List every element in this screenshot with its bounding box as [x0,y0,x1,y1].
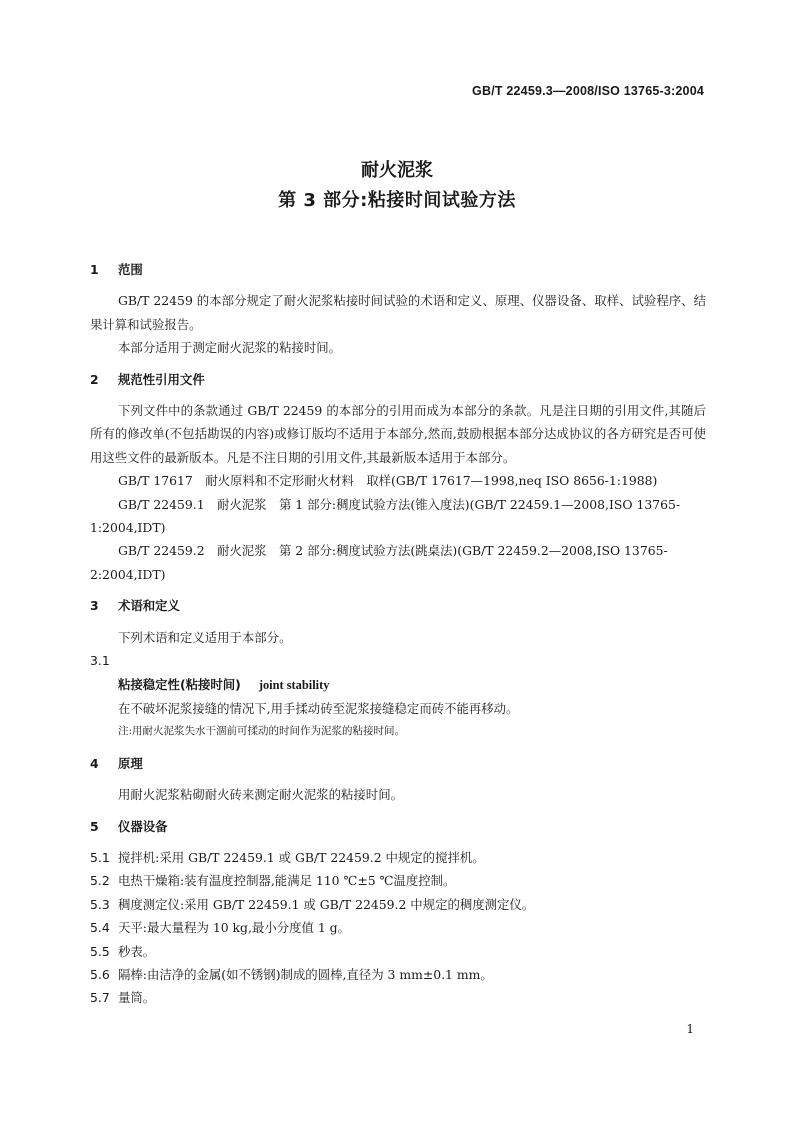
section-number: 4 [90,755,99,771]
list-item [90,963,706,986]
item-text: 秒表。 [118,943,156,959]
document-body [90,258,706,1010]
item-text: 隔棒:由洁净的金属(如不锈钢)制成的圆棒,直径为 3 mm±0.1 mm。 [118,966,493,982]
section-heading [90,815,706,838]
section-heading [90,368,706,391]
list-item [90,916,706,939]
section-heading [90,594,706,617]
item-number: 5.4 [90,920,110,936]
section-number: 1 [90,262,99,277]
reference-entry: GB/T 17617 耐火原料和不定形耐火材料 取样(GB/T 17617—1998,neq ISO 8656-1:1988) [118,473,658,489]
section-title: 仪器设备 [118,818,168,834]
reference-entry: GB/T 22459.1 耐火泥浆 第 1 部分:稠度试验方法(锥入度法)(GB/T 22459.1—2008,ISO 13765-1:2004,IDT) [90,496,681,536]
item-text: 电热干燥箱:装有温度控制器,能满足 110 ℃±5 ℃温度控制。 [118,873,456,889]
item-text: 量筒。 [118,990,156,1006]
term-note: 注:用耐火泥浆失水干涸前可揉动的时间作为泥浆的粘接时间。 [118,725,406,738]
section-title: 原理 [118,755,143,771]
section-title: 规范性引用文件 [118,371,205,387]
term-entry [90,673,706,697]
section-heading [90,752,706,775]
page-number: 1 [686,1022,694,1036]
paragraph: 用耐火泥浆粘砌耐火砖来测定耐火泥浆的粘接时间。 [118,787,403,803]
item-number: 5.3 [90,896,110,912]
section-number: 2 [90,371,99,387]
list-item [90,986,706,1009]
item-text: 搅拌机:采用 GB/T 22459.1 或 GB/T 22459.2 中规定的搅拌机。 [118,849,485,865]
reference-entry: GB/T 22459.2 耐火泥浆 第 2 部分:稠度试验方法(跳桌法)(GB/T 22459.2—2008,ISO 13765-2:2004,IDT) [90,543,668,582]
term-definition: 在不破坏泥浆接缝的情况下,用手揉动砖至泥浆接缝稳定而砖不能再移动。 [118,700,519,716]
list-item [90,940,706,963]
standard-code: GB/T 22459.3—2008/ISO 13765-3:2004 [472,84,704,98]
doc-subtitle: 第 3 部分:粘接时间试验方法 [278,190,516,211]
item-text: 天平:最大量程为 10 kg,最小分度值 1 g。 [118,920,350,936]
item-number: 5.2 [90,873,110,889]
list-item [90,869,706,892]
item-text: 稠度测定仪:采用 GB/T 22459.1 或 GB/T 22459.2 中规定的稠度测定仪。 [118,896,535,912]
paragraph: 本部分适用于测定耐火泥浆的粘接时间。 [118,340,342,356]
item-number: 5.6 [90,966,110,982]
term-english: joint stability [258,677,330,692]
item-number: 5.1 [90,849,110,865]
section-title: 范围 [118,262,143,277]
section-number: 5 [90,818,99,834]
item-number: 5.7 [90,990,110,1006]
item-number: 5.5 [90,943,110,959]
paragraph: 下列文件中的条款通过 GB/T 22459 的本部分的引用而成为本部分的条款。凡是注日期的引用文件,其随后所有的修改单(不包括勘误的内容)或修订版均不适用于本部分,然而,鼓励根据本部分达成协议的各方研究是否可使用这些文件的最新版本。凡是不注日期的引用文件,其最新版本适用于本部分。 [90,403,706,465]
list-item [90,846,706,869]
section-heading [90,258,706,281]
list-item [90,893,706,916]
doc-title: 耐火泥浆 [361,160,433,181]
clause-number: 3.1 [90,653,110,669]
section-title: 术语和定义 [118,598,180,614]
paragraph: GB/T 22459 的本部分规定了耐火泥浆粘接时间试验的术语和定义、原理、仪器设备、取样、试验程序、结果计算和试验报告。 [90,293,706,332]
section-number: 3 [90,598,99,614]
term-chinese: 粘接稳定性(粘接时间) [118,676,241,692]
paragraph: 下列术语和定义适用于本部分。 [118,629,292,645]
